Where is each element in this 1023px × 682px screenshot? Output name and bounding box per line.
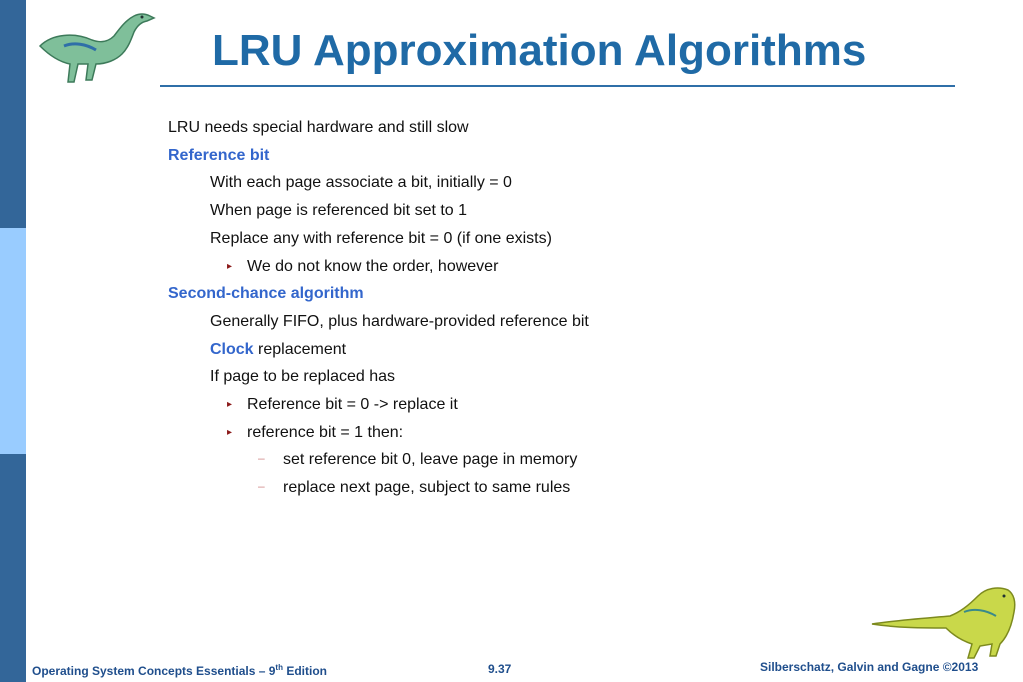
- bullet-marker: –: [258, 451, 265, 466]
- bullet-marker: ▸: [227, 260, 233, 272]
- bullet-text-segment: With each page associate a bit, initially = 0: [210, 174, 512, 192]
- sidebar-middle-band: [0, 228, 26, 454]
- bullet-marker: ▸: [227, 426, 233, 438]
- footer-book-title-suffix: Edition: [282, 664, 327, 678]
- bullet-text: [168, 285, 364, 303]
- bullet-text-segment: If page to be replaced has: [210, 368, 396, 386]
- bullet-text-segment: set reference bit 0, leave page in memory: [283, 451, 578, 469]
- footer-book-title: [32, 663, 327, 678]
- bullet-marker: ▸: [227, 399, 233, 410]
- dinosaur-logo-bottom: [868, 582, 1018, 660]
- footer-book-title-sup: th: [275, 663, 283, 672]
- bullet-text: [210, 174, 512, 192]
- bullet-text-segment: Replace any with reference bit = 0 (if one exists): [210, 229, 552, 247]
- bullet-text: [210, 368, 395, 386]
- bullet-text-segment: Generally FIFO, plus hardware-provided reference bit: [210, 312, 589, 330]
- sidebar-top-band: [0, 0, 26, 228]
- highlighted-term: Clock: [210, 340, 254, 358]
- bullet-text: [168, 147, 269, 165]
- footer-book-title-prefix: Operating System Concepts Essentials – 9: [32, 664, 276, 678]
- footer-page-number: 9.37: [488, 662, 512, 676]
- left-sidebar: [0, 0, 26, 682]
- bullet-text: [168, 119, 469, 137]
- highlighted-term: Reference bit: [168, 146, 270, 164]
- bullet-text-segment: We do not know the order, however: [247, 257, 499, 275]
- bullet-text: [283, 479, 570, 497]
- bullet-text: [210, 313, 589, 331]
- bullet-text: [210, 341, 346, 359]
- bullet-text-segment: reference bit = 1 then:: [247, 423, 404, 441]
- bullet-text: [247, 396, 458, 414]
- bullet-text-segment: replacement: [253, 340, 347, 358]
- bullet-text-segment: Reference bit = 0 -> replace it: [247, 396, 458, 413]
- highlighted-term: Second-chance algorithm: [168, 285, 364, 303]
- bullet-text: [210, 202, 467, 220]
- bullet-marker: –: [258, 479, 265, 494]
- bullet-text: [283, 451, 577, 469]
- bullet-text-segment: LRU needs special hardware and still slow: [168, 119, 469, 136]
- footer-authors: Silberschatz, Galvin and Gagne ©2013: [760, 660, 979, 674]
- bullet-text: [247, 258, 498, 276]
- title-divider: [160, 85, 955, 87]
- sidebar-bottom-band: [0, 454, 26, 682]
- bullet-text-segment: When page is referenced bit set to 1: [210, 202, 468, 220]
- dinosaur-logo-top: [34, 6, 158, 86]
- bullet-text: [247, 424, 403, 442]
- bullet-text-segment: replace next page, subject to same rules: [283, 479, 571, 497]
- slide-title: LRU Approximation Algorithms: [212, 26, 867, 75]
- bullet-text: [210, 230, 552, 248]
